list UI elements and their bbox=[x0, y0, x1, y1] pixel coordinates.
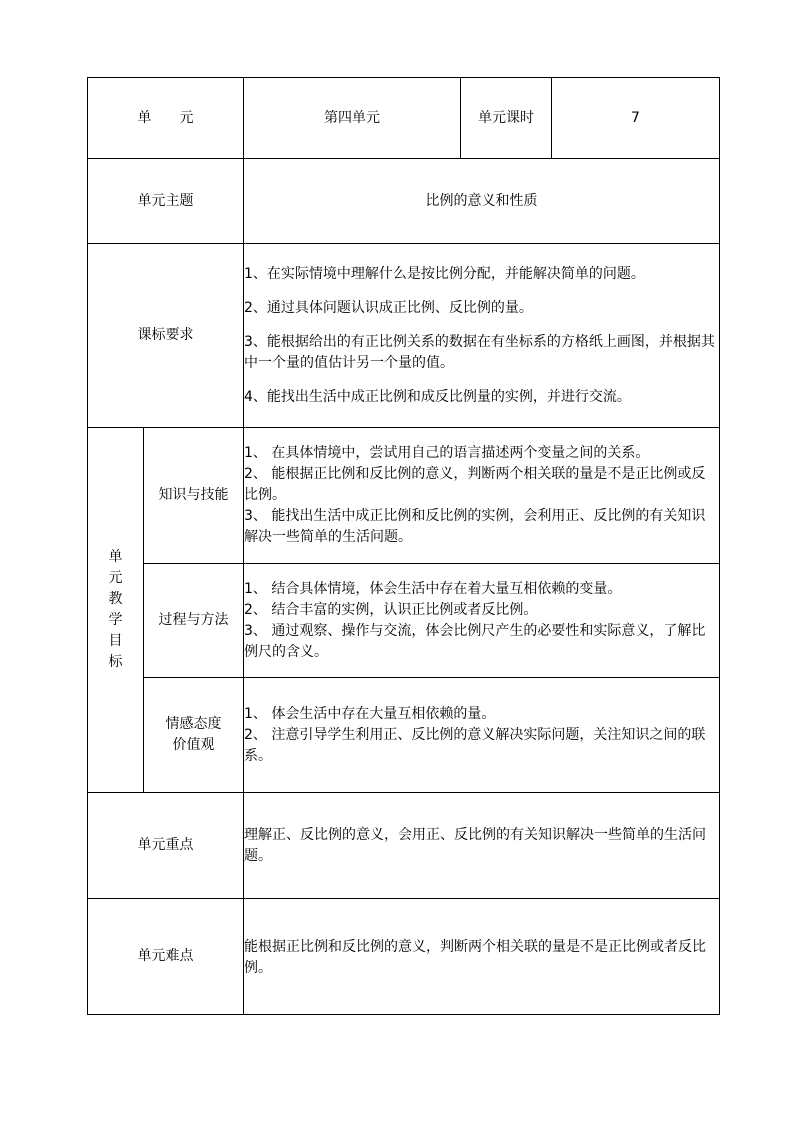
process-item-1: 1、 结合具体情境，体会生活中存在着大量互相依赖的变量。 bbox=[244, 580, 622, 597]
knowledge-item-3: 3、 能找出生活中成正比例和反比例的实例，会利用正、反比例的有关知识解决一些简单的生活问题。 bbox=[244, 508, 706, 545]
hours-label-cell: 单元课时 bbox=[461, 78, 552, 159]
key-points-row bbox=[88, 793, 720, 899]
lesson-plan-table bbox=[87, 77, 720, 1015]
process-label-cell: 过程与方法 bbox=[144, 564, 244, 678]
key-points-content-cell bbox=[244, 793, 720, 899]
key-points-label-cell: 单元重点 bbox=[88, 793, 244, 899]
unit-label-char-2: 元 bbox=[179, 109, 194, 126]
process-item-2: 2、 结合丰富的实例，认识正比例或者反比例。 bbox=[244, 601, 538, 618]
standards-content-cell bbox=[244, 244, 720, 428]
process-item-3: 3、 通过观察、操作与交流，体会比例尺产生的必要性和实际意义，了解比例尺的含义。 bbox=[244, 622, 706, 660]
difficulties-text: 能根据正比例和反比例的意义，判断两个相关联的量是不是正比例或者反比例。 bbox=[244, 939, 706, 976]
process-content-cell bbox=[244, 564, 720, 678]
difficulties-label-cell: 单元难点 bbox=[88, 899, 244, 1015]
standards-item-4: 4、能找出生活中成正比例和成反比例量的实例，并进行交流。 bbox=[244, 388, 631, 405]
emotion-item-1: 1、 体会生活中存在大量互相依赖的量。 bbox=[244, 705, 496, 722]
unit-label-cell bbox=[88, 78, 244, 159]
objectives-label-cell bbox=[88, 428, 144, 793]
process-row bbox=[88, 564, 720, 678]
difficulties-row bbox=[88, 899, 720, 1015]
knowledge-label-cell: 知识与技能 bbox=[144, 428, 244, 564]
standards-label-cell: 课标要求 bbox=[88, 244, 244, 428]
emotion-label-line-2: 价值观 bbox=[172, 737, 215, 753]
standards-row bbox=[88, 244, 720, 428]
key-points-text: 理解正、反比例的意义，会用正、反比例的有关知识解决一些简单的生活问题。 bbox=[244, 826, 706, 864]
standards-item-1: 1、在实际情境中理解什么是按比例分配，并能解决简单的问题。 bbox=[244, 265, 645, 282]
knowledge-content-cell bbox=[244, 428, 720, 564]
knowledge-item-1: 1、 在具体情境中，尝试用自己的语言描述两个变量之间的关系。 bbox=[244, 445, 650, 461]
standards-item-2: 2、通过具体问题认识成正比例、反比例的量。 bbox=[244, 299, 533, 316]
theme-row bbox=[88, 159, 720, 244]
unit-label-char-1: 单 bbox=[137, 109, 152, 126]
knowledge-row bbox=[88, 428, 720, 564]
emotion-content-cell bbox=[244, 678, 720, 793]
emotion-label-line-1: 情感态度 bbox=[165, 716, 222, 732]
theme-value-cell: 比例的意义和性质 bbox=[244, 159, 720, 244]
knowledge-item-2: 2、 能根据正比例和反比例的意义，判断两个相关联的量是不是正比例或反比例。 bbox=[244, 466, 706, 503]
standards-item-3: 3、能根据给出的有正比例关系的数据在有坐标系的方格纸上画图，并根据其中一个量的值估计另一个量的值。 bbox=[244, 333, 715, 371]
difficulties-content-cell bbox=[244, 899, 720, 1015]
emotion-row bbox=[88, 678, 720, 793]
emotion-item-2: 2、 注意引导学生利用正、反比例的意义解决实际问题，关注知识之间的联系。 bbox=[244, 726, 706, 764]
theme-label-cell: 单元主题 bbox=[88, 159, 244, 244]
objectives-label: 单元教学目标 bbox=[108, 549, 123, 670]
emotion-label-cell bbox=[144, 678, 244, 793]
hours-value-cell: 7 bbox=[552, 78, 720, 159]
unit-value-cell: 第四单元 bbox=[244, 78, 461, 159]
header-row bbox=[88, 78, 720, 159]
